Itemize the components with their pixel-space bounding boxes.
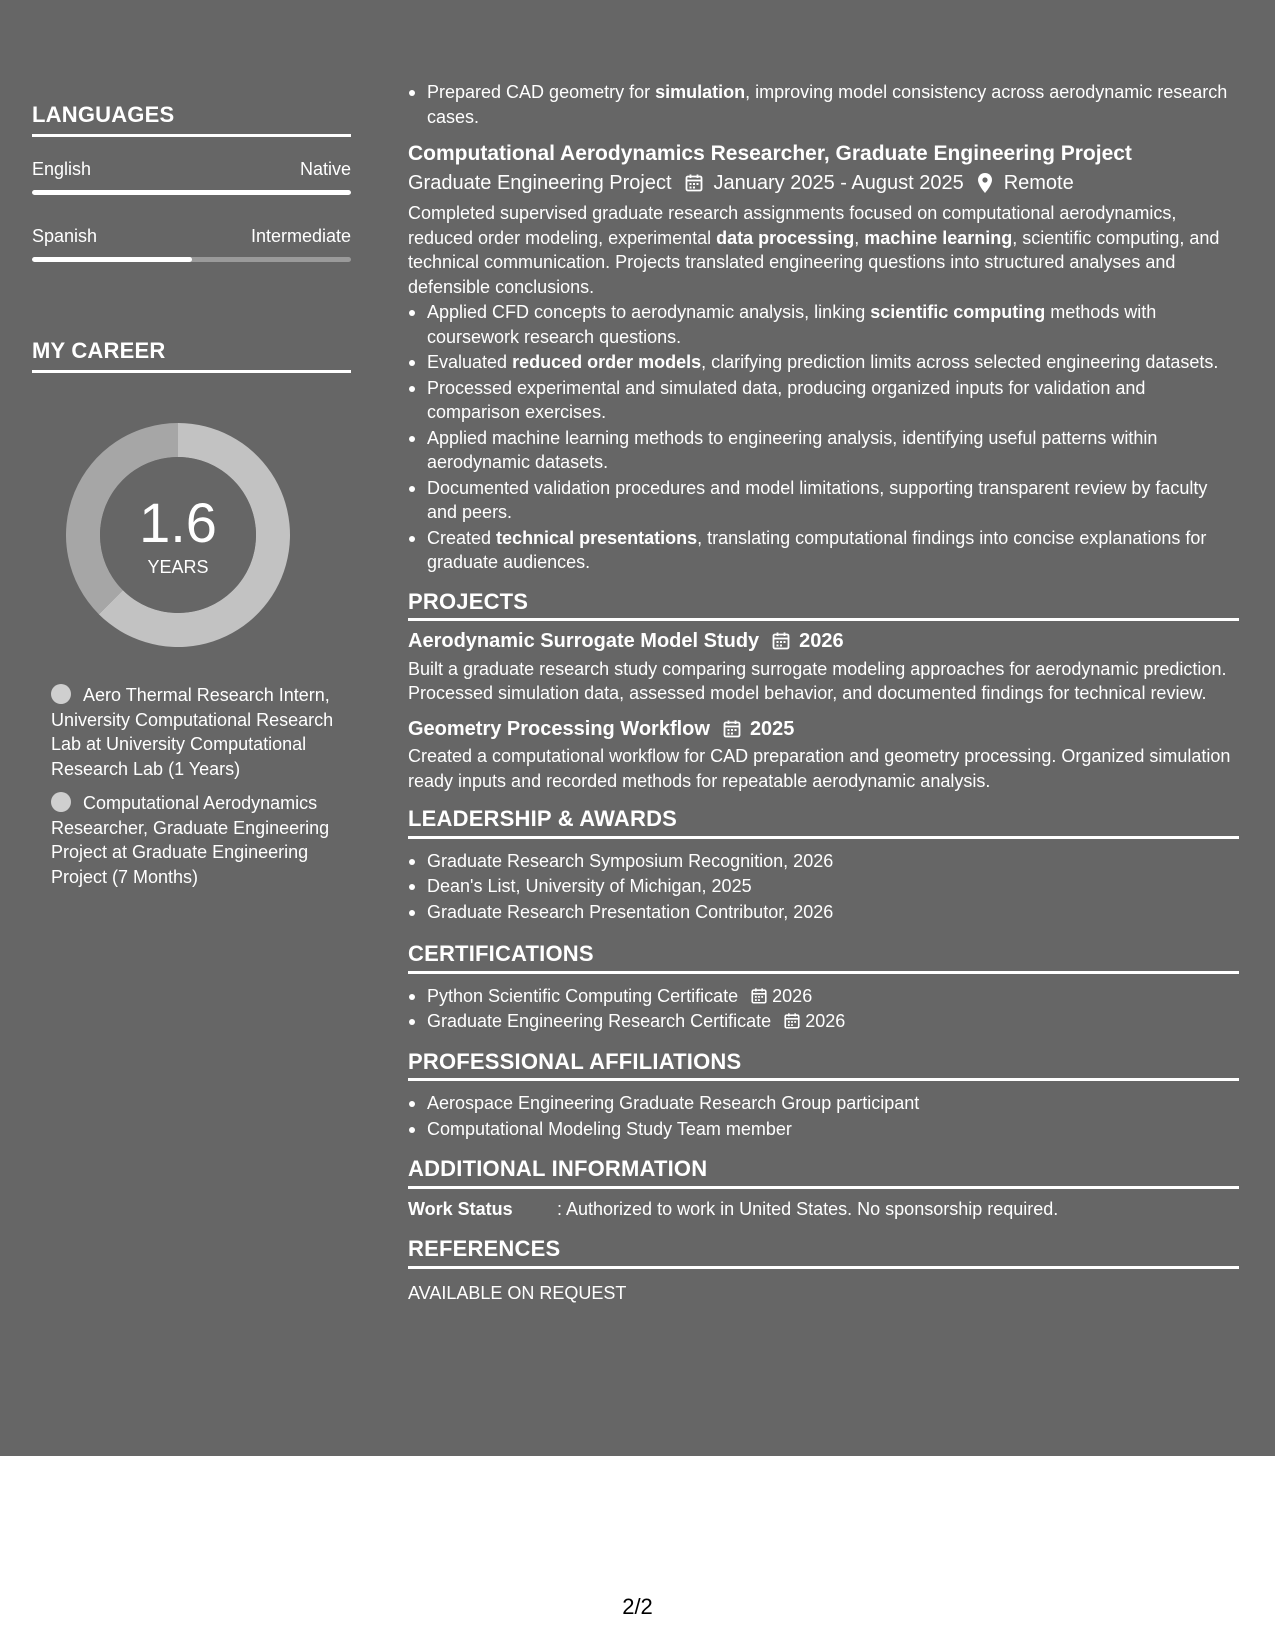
career-total-years: 1.6 (139, 490, 217, 554)
bullet-bold: scientific computing (870, 302, 1046, 322)
leadership-item: Dean's List, University of Michigan, 2025 (408, 874, 1239, 899)
career-list (51, 683, 336, 899)
languages-title: LANGUAGES (32, 102, 351, 137)
leadership-item: Graduate Research Symposium Recognition, 2026 (408, 849, 1239, 874)
language-name: Spanish (32, 226, 98, 246)
certification-item (408, 984, 1239, 1009)
certification-item (408, 1009, 1239, 1034)
location-pin-icon (976, 172, 994, 194)
certification-year: 2026 (772, 985, 813, 1006)
job-bullets (408, 300, 1239, 575)
job-company: Graduate Engineering Project (408, 171, 672, 194)
bullet-text: Created (427, 527, 497, 548)
affiliation-item: Computational Modeling Study Team member (408, 1117, 1239, 1142)
project-item (408, 717, 1239, 794)
bullet-text: Processed experimental and simulated data, producing organized inputs for validation and comparison exercises. (427, 377, 1146, 422)
bullet-text: Documented validation procedures and model limitations, supporting transparent review by faculty and peers. (427, 477, 1208, 522)
bullet-text: , improving model consistency across aerodynamic research cases. (427, 82, 1228, 127)
desc-bold: data processing (716, 227, 855, 248)
career-item (51, 683, 336, 781)
certification-year: 2026 (805, 1011, 846, 1031)
main-content (408, 80, 1239, 1305)
desc-bold: machine learning (864, 227, 1013, 248)
project-description: Created a computational workflow for CAD preparation and geometry processing. Organized simulation ready inputs and recorded methods for repeatable aerodynamic analysis. (408, 746, 1231, 791)
bullet-item (408, 426, 1239, 475)
affiliation-item: Aerospace Engineering Graduate Research Group participant (408, 1091, 1239, 1116)
bullet-text: Evaluated (427, 352, 513, 372)
project-name: Geometry Processing Workflow (408, 717, 710, 740)
language-name: English (32, 159, 92, 179)
language-level: Intermediate (250, 226, 351, 246)
bullet-text: Applied machine learning methods to engineering analysis, identifying useful patterns within aerodynamic datasets. (427, 427, 1158, 472)
bullet-text: Applied CFD concepts to aerodynamic analysis, linking (427, 302, 871, 322)
calendar-icon (684, 173, 704, 193)
language-item (32, 226, 351, 262)
bullet-text: , clarifying prediction limits across selected engineering datasets. (701, 352, 1219, 372)
project-year: 2025 (749, 717, 795, 740)
affiliations-list (408, 1091, 1239, 1141)
calendar-icon (771, 631, 791, 651)
work-status-label: Work Status (408, 1198, 513, 1219)
career-dot-icon (51, 684, 71, 704)
calendar-icon (722, 719, 742, 739)
references-title: REFERENCES (408, 1237, 1239, 1269)
certification-name: Graduate Engineering Research Certificate (427, 1011, 772, 1031)
projects-title: PROJECTS (408, 590, 1239, 622)
calendar-icon (750, 987, 768, 1005)
bullet-bold: simulation (655, 82, 746, 102)
bullet-text: methods with coursework research questions. (427, 302, 1157, 347)
career-title: MY CAREER (32, 338, 351, 373)
sidebar (32, 102, 351, 887)
career-dot-icon (51, 792, 71, 812)
job-description (408, 201, 1239, 299)
leadership-list (408, 849, 1239, 925)
certifications-list (408, 984, 1239, 1034)
desc-text: Completed supervised graduate research assignments focused on computational aerodynamics, reduced order modeling, experimental (408, 203, 1177, 248)
bullet-item (408, 476, 1239, 525)
previous-job-bullets (408, 80, 1239, 129)
desc-text: , scientific computing, and technical communication. Projects translated engineering questions into structured analyses and defensible conclusions. (408, 227, 1220, 297)
language-proficiency-bar (32, 257, 351, 262)
page-number: 2/2 (622, 1594, 653, 1619)
job-dates: January 2025 - August 2025 (713, 171, 964, 194)
language-level: Native (299, 159, 351, 179)
certification-name: Python Scientific Computing Certificate (427, 985, 739, 1006)
job-title: Computational Aerodynamics Researcher, Graduate Engineering Project (408, 142, 1132, 165)
project-item (408, 629, 1239, 706)
references-text: AVAILABLE ON REQUEST (408, 1282, 627, 1303)
language-item (32, 159, 351, 195)
bullet-item (408, 376, 1239, 425)
bullet-item (408, 80, 1239, 129)
career-item-text: Computational Aerodynamics Researcher, Graduate Engineering Project at Graduate Engineering Project (7 Months) (51, 793, 330, 887)
work-status-value: : Authorized to work in United States. No sponsorship required. (557, 1198, 1059, 1219)
bullet-bold: reduced order models (512, 352, 702, 372)
bullet-item (408, 526, 1239, 575)
bullet-text: Prepared CAD geometry for (427, 82, 656, 102)
job-meta (408, 171, 1239, 196)
leadership-item: Graduate Research Presentation Contributor, 2026 (408, 900, 1239, 925)
language-proficiency-fill (32, 257, 192, 262)
project-description: Built a graduate research study comparing surrogate modeling approaches for aerodynamic prediction. Processed simulation data, assessed model behavior, and documented findings for technical review. (408, 658, 1227, 703)
career-item (51, 791, 336, 889)
language-proficiency-fill (32, 190, 351, 195)
bullet-item (408, 350, 1239, 375)
project-year: 2026 (799, 630, 844, 652)
work-status-row (408, 1197, 1239, 1222)
language-proficiency-bar (32, 190, 351, 195)
job-location: Remote (1003, 171, 1074, 194)
career-donut-chart (66, 423, 290, 647)
certifications-title: CERTIFICATIONS (408, 942, 1239, 974)
bullet-text: , translating computational findings into concise explanations for graduate audiences. (427, 527, 1207, 572)
affiliations-title: PROFESSIONAL AFFILIATIONS (408, 1050, 1239, 1082)
additional-info-title: ADDITIONAL INFORMATION (408, 1157, 1239, 1189)
bullet-item (408, 300, 1239, 349)
calendar-icon (783, 1012, 801, 1030)
leadership-title: LEADERSHIP & AWARDS (408, 807, 1239, 839)
bullet-bold: technical presentations (496, 527, 698, 548)
desc-text: , (854, 227, 865, 248)
career-years-label: YEARS (147, 556, 209, 577)
project-name: Aerodynamic Surrogate Model Study (408, 630, 760, 652)
career-item-text: Aero Thermal Research Intern, University Computational Research Lab at University Computational Research Lab (1 Years) (51, 685, 334, 779)
